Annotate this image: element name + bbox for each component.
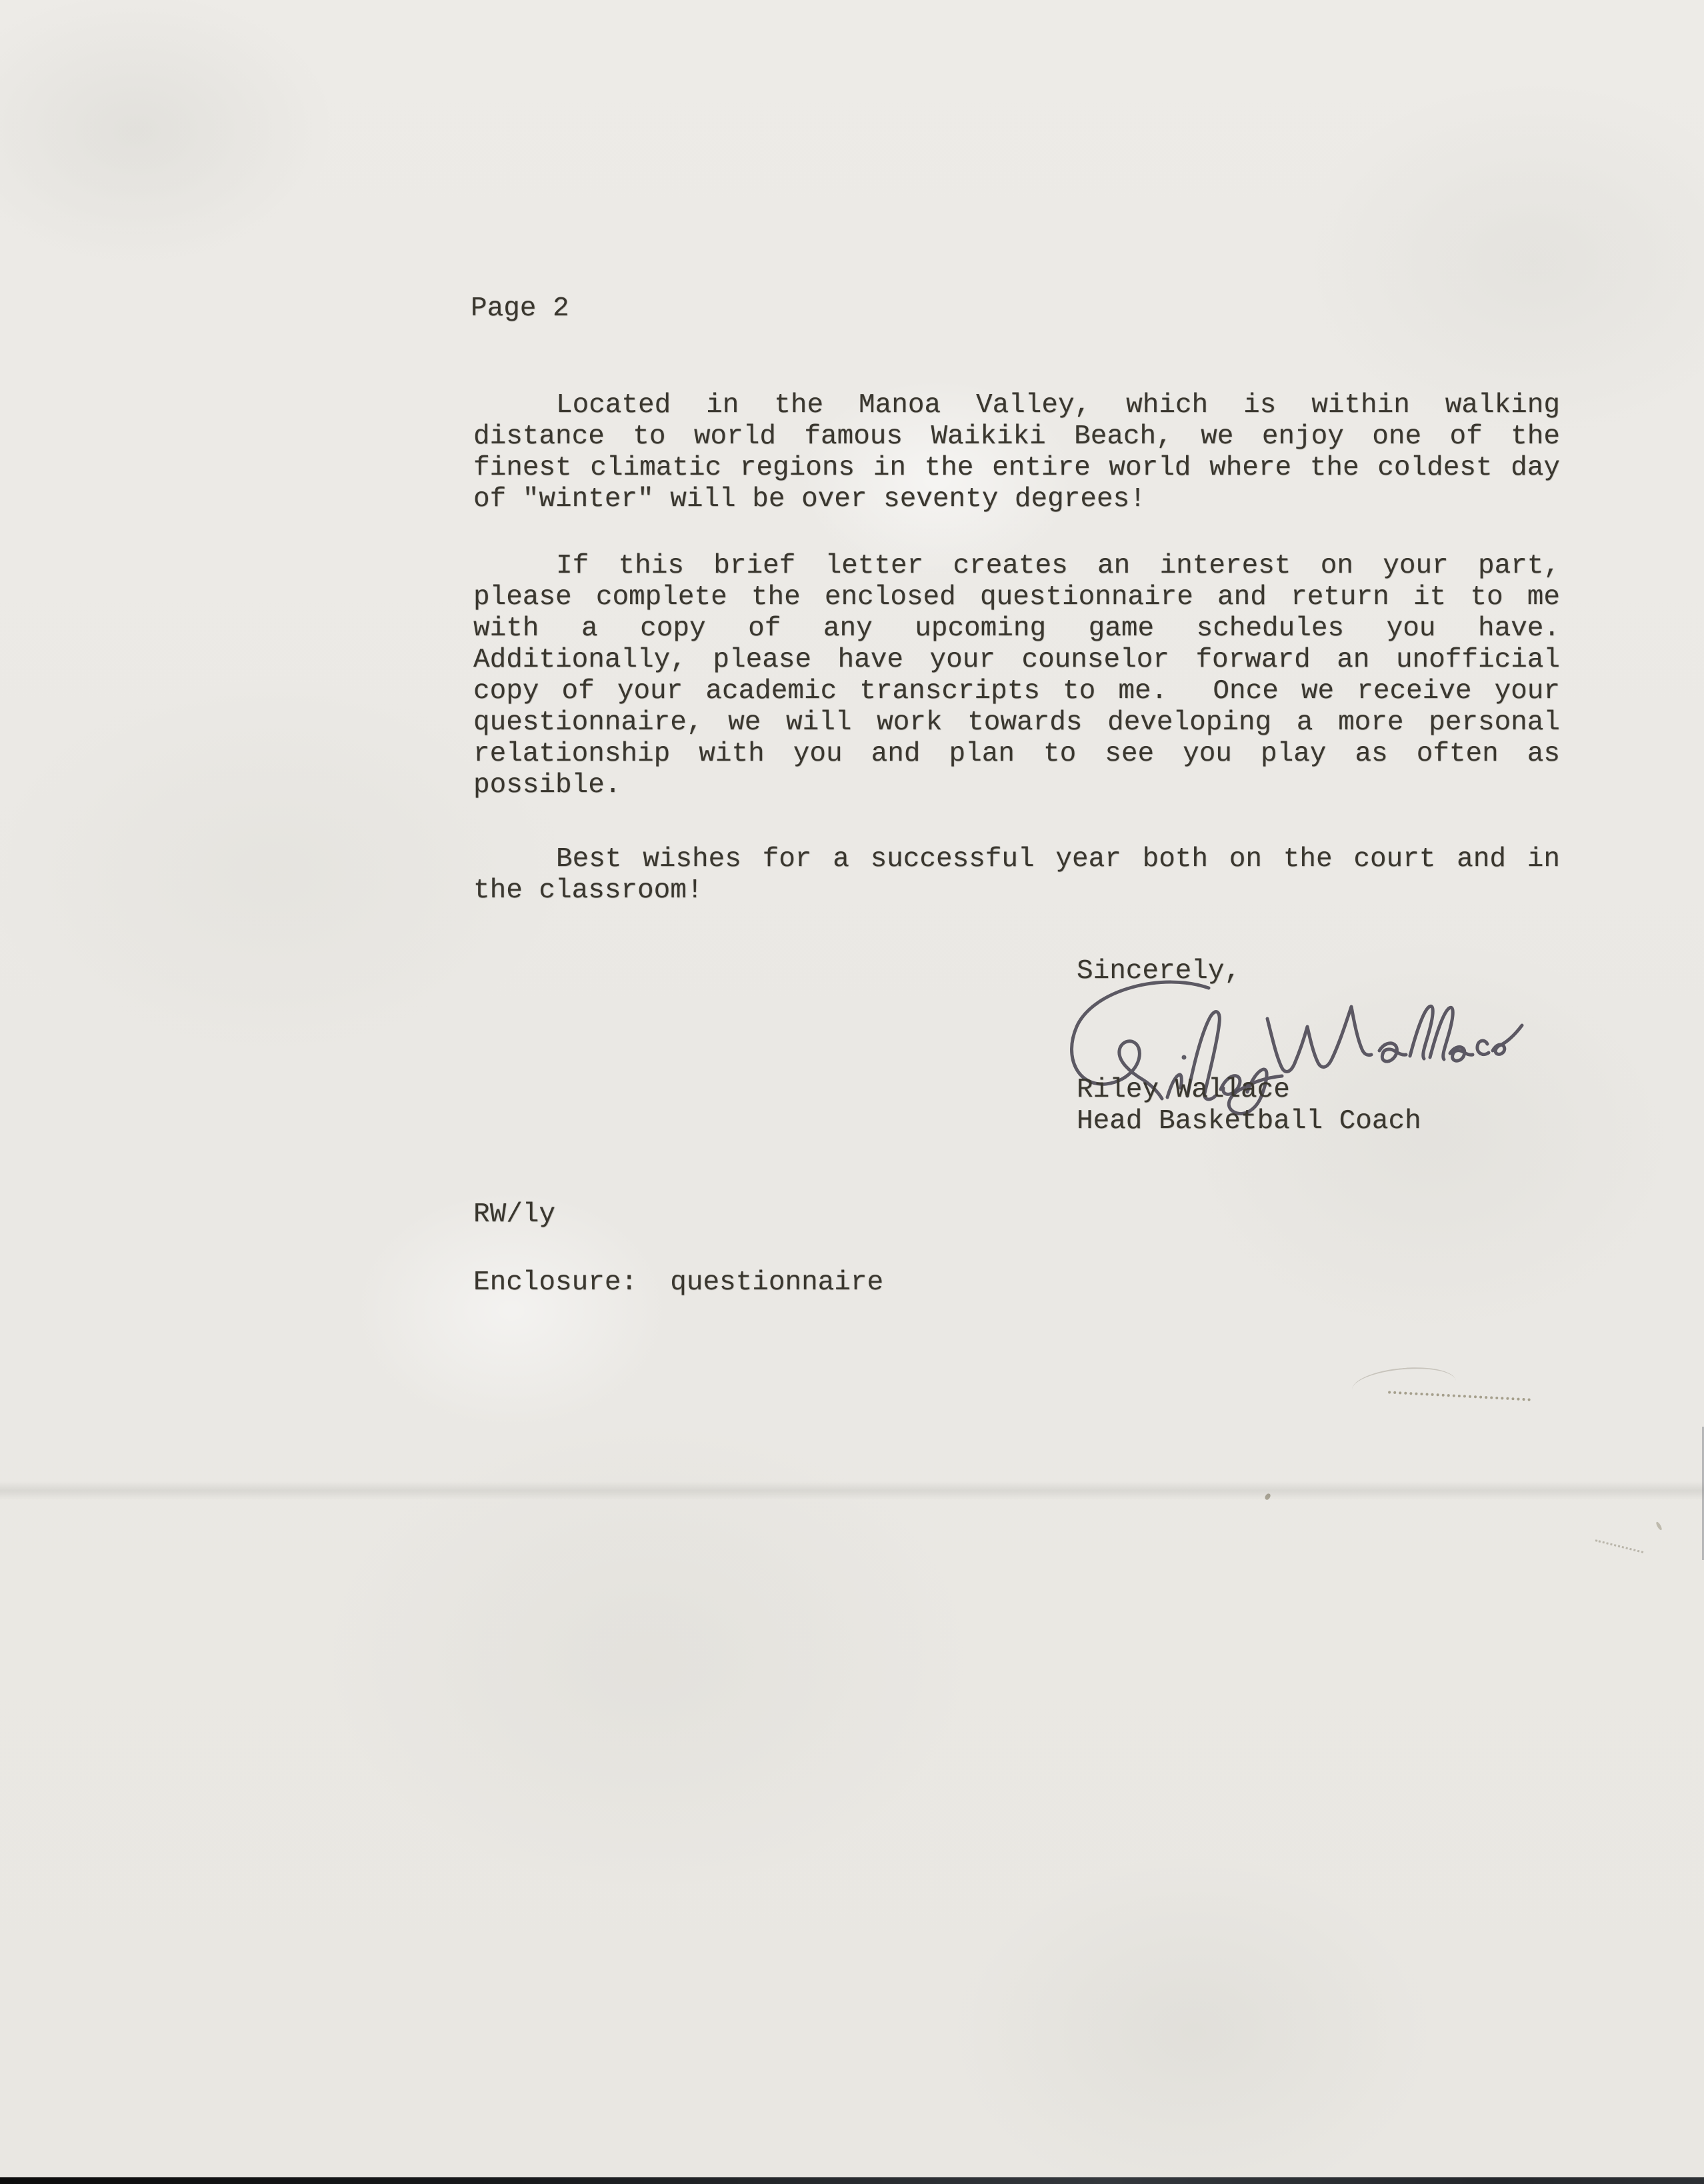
letter-line: of "winter" will be over seventy degrees! [473, 484, 1146, 515]
closing-salutation: Sincerely, [1077, 956, 1241, 987]
signer-name: Riley Wallace [1077, 1075, 1290, 1105]
paper-speck [1655, 1521, 1663, 1531]
letter-line: finest climatic regions in the entire world where the coldest day [473, 453, 1560, 483]
ink-smudge-dash [1595, 1539, 1644, 1553]
signer-title: Head Basketball Coach [1077, 1106, 1421, 1137]
paragraph-2 [473, 551, 1560, 801]
letter-line: Best wishes for a successful year both on the court and in [556, 844, 1560, 875]
letter-line: Additionally, please have your counselor forward an unofficial [473, 645, 1560, 675]
letter-line: questionnaire, we will work towards developing a more personal [473, 707, 1560, 738]
letter-line: distance to world famous Waikiki Beach, we enjoy one of the [473, 421, 1560, 452]
letter-line: possible. [473, 770, 621, 801]
paragraph-1 [473, 390, 1560, 515]
letter-line: please complete the enclosed questionnaire and return it to me [473, 582, 1560, 613]
letter-line: If this brief letter creates an interest on your part, [556, 551, 1560, 581]
scan-bottom-edge [0, 2177, 1704, 2184]
enclosure-note: Enclosure: questionnaire [473, 1267, 884, 1298]
ink-smudge-arc [1351, 1363, 1457, 1407]
letter-line: with a copy of any upcoming game schedules you have. [473, 613, 1560, 644]
letter-line: Located in the Manoa Valley, which is within walking [556, 390, 1560, 421]
page-number-label: Page 2 [471, 293, 569, 324]
paragraph-3 [473, 844, 1560, 907]
signature-block [1077, 1075, 1610, 1137]
letter-line: copy of your academic transcripts to me. Once we receive your [473, 676, 1560, 707]
paper-crease [0, 1481, 1704, 1500]
letter-line: relationship with you and plan to see you play as often as [473, 739, 1560, 769]
letter-line: the classroom! [473, 875, 703, 906]
typist-initials: RW/ly [473, 1199, 556, 1230]
